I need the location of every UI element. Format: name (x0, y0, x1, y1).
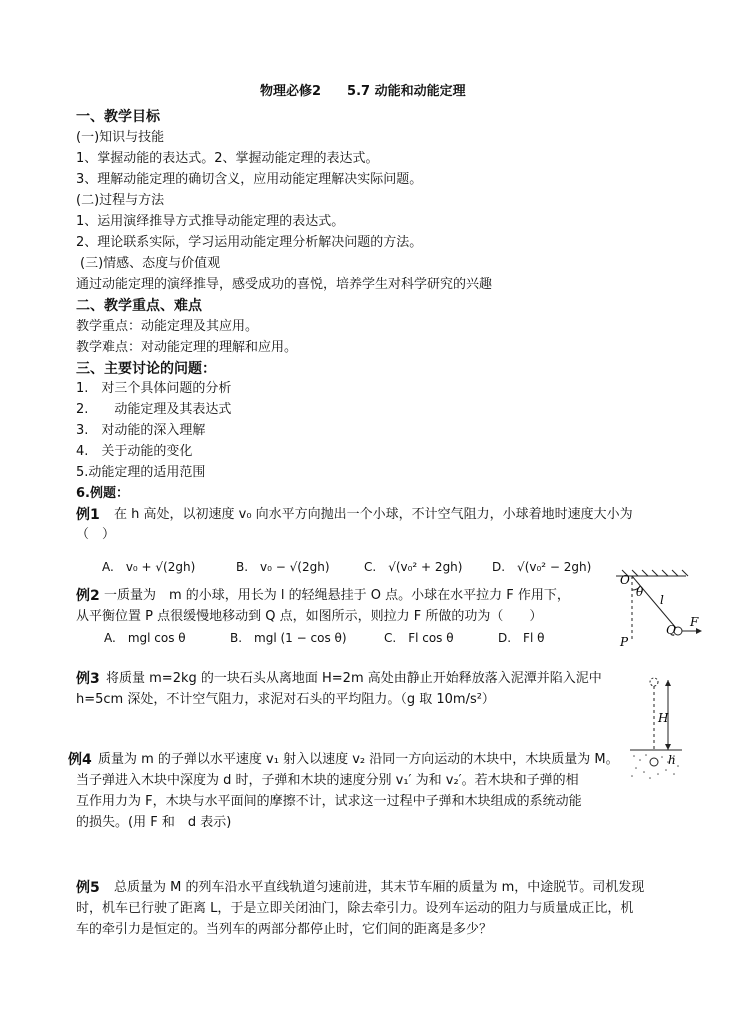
example-5-line-1: 总质量为 M 的列车沿水平直线轨道匀速前进，其末节车厢的质量为 m，中途脱节。司机发现 (114, 880, 645, 895)
example-1-label: 例1 (76, 507, 100, 523)
teaching-focus: 教学重点：动能定理及其应用。 (76, 319, 259, 334)
page-title: 物理必修2 5.7 动能和动能定理 (260, 84, 466, 99)
label-h-big: H (658, 711, 669, 725)
example-2-option-c: C. Fl cos θ (384, 631, 454, 645)
example-3-label: 例3 (76, 671, 100, 687)
label-o: O (620, 573, 630, 587)
example-1-paren: （ ） (76, 527, 116, 542)
subheading-emotion: (三)情感、态度与价值观 (80, 256, 221, 271)
stone-end (650, 758, 658, 766)
example-3-line-1: 将质量 m=2kg 的一块石头从离地面 H=2m 高处由静止开始释放落入泥潭并陷入泥中 (106, 671, 602, 686)
example-2-option-a: A. mgl cos θ (104, 631, 186, 645)
example-1-text: 在 h 高处，以初速度 v₀ 向水平方向抛出一个小球，不计空气阻力，小球着地时速度大小为 (114, 507, 633, 522)
example-4-line-1: 质量为 m 的子弹以水平速度 v₁ 射入以速度 v₂ 沿同一方向运动的木块中，木块质量为 M。 (98, 752, 619, 767)
subheading-process: (二)过程与方法 (76, 193, 165, 208)
section-heading-questions: 三、主要讨论的问题： (76, 361, 216, 377)
string-line (632, 576, 676, 628)
example-2-option-b: B. mgl (1 − cos θ) (230, 631, 347, 645)
question-item-6: 6.例题： (76, 486, 129, 501)
process-item-1: 1、运用演绎推导方式推导动能定理的表达式。 (76, 214, 345, 229)
example-4-line-2: 当子弹进入木块中深度为 d 时，子弹和木块的速度分别 v₁′ 为和 v₂′。若木块和子弹的相 (76, 773, 579, 788)
section-heading-objectives: 一、教学目标 (76, 109, 160, 125)
label-q: Q (666, 623, 676, 637)
height-arrow-top-icon (665, 680, 671, 686)
example-2-line-1: 一质量为 m 的小球，用长为 l 的轻绳悬挂于 O 点。小球在水平拉力 F 作用下， (104, 588, 570, 603)
label-h-small: h (668, 753, 676, 767)
question-item-5: 5.动能定理的适用范围 (76, 465, 206, 480)
example-5-line-3: 车的牵引力是恒定的。当列车的两部分都停止时，它们间的距离是多少？ (76, 922, 493, 937)
question-item-2: 2. 动能定理及其表达式 (76, 402, 232, 417)
example-5-label: 例5 (76, 880, 100, 896)
pendulum-figure (612, 570, 712, 650)
example-4-line-3: 互作用力为 F，木块与水平面间的摩擦不计，试求这一过程中子弹和木块组成的系统动能 (76, 794, 582, 809)
teaching-difficulty: 教学难点：对动能定理的理解和应用。 (76, 340, 298, 355)
example-4-label: 例4 (68, 752, 92, 768)
emotion-item-1: 通过动能定理的演绎推导，感受成功的喜悦，培养学生对科学研究的兴趣 (76, 277, 493, 292)
question-item-1: 1. 对三个具体问题的分析 (76, 381, 232, 396)
question-item-3: 3. 对动能的深入理解 (76, 423, 206, 438)
example-1-option-b: B. v₀ − √(2gh) (236, 560, 330, 574)
subheading-knowledge: (一)知识与技能 (76, 130, 165, 145)
label-p: P (620, 635, 629, 649)
knowledge-item-1: 1、掌握动能的表达式。2、掌握动能定理的表达式。 (76, 151, 379, 166)
question-item-4: 4. 关于动能的变化 (76, 444, 193, 459)
example-1-option-c: C. √(v₀² + 2gh) (364, 560, 463, 574)
example-5-line-2: 时，机车已行驶了距离 L，于是立即关闭油门，除去牵引力。设列车运动的阻力与质量成正比，机 (76, 901, 634, 916)
example-1-option-d: D. √(v₀² − 2gh) (492, 560, 592, 574)
example-3-line-2: h=5cm 深处，不计空气阻力，求泥对石头的平均阻力。（g 取 10m/s²） (76, 692, 495, 707)
example-2-line-2: 从平衡位置 P 点很缓慢地移动到 Q 点，如图所示，则拉力 F 所做的功为（ ） (76, 609, 543, 624)
section-heading-focus: 二、教学重点、难点 (76, 298, 202, 314)
height-arrow-bottom-icon (665, 744, 671, 750)
label-f: F (690, 615, 699, 629)
knowledge-item-2: 3、理解动能定理的确切含义，应用动能定理解决实际问题。 (76, 172, 423, 187)
example-4-line-4: 的损失。(用 F 和 d 表示) (76, 815, 232, 830)
example-2-label: 例2 (76, 588, 100, 604)
label-theta: θ (636, 585, 644, 599)
process-item-2: 2、理论联系实际，学习运用动能定理分析解决问题的方法。 (76, 235, 423, 250)
example-1-option-a: A. v₀ + √(2gh) (102, 560, 196, 574)
falling-stone-figure (628, 676, 684, 786)
label-l: l (660, 593, 664, 607)
stone-start (650, 678, 658, 686)
example-2-option-d: D. Fl θ (498, 631, 545, 645)
